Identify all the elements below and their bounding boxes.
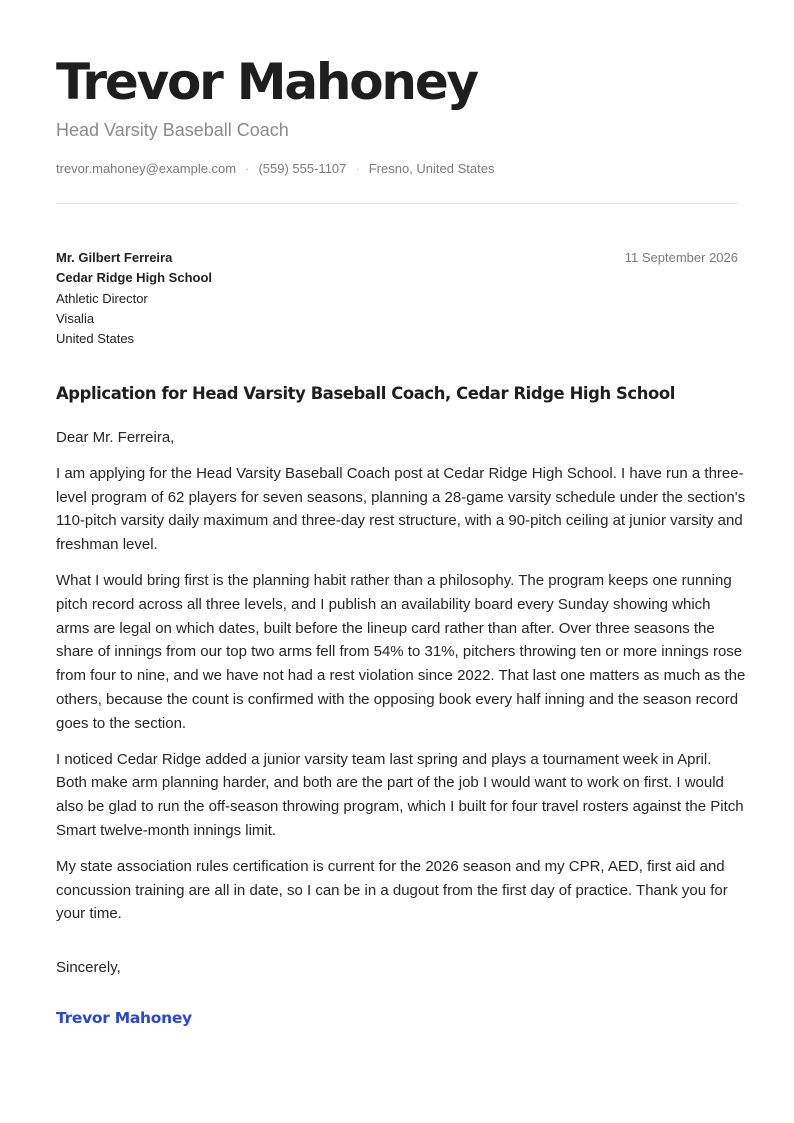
- contact-line: [56, 161, 494, 177]
- body-paragraph: My state association rules certification is current for the 2026 season and my CPR, AED, first aid and concussion training are all in date, so I can be in a dugout from the first day of practice. Thank you for your time.: [56, 857, 728, 923]
- recipient-block: [56, 248, 212, 349]
- signature-name: Trevor Mahoney: [56, 1009, 192, 1027]
- recipient-city: Visalia: [56, 310, 95, 326]
- applicant-title: Head Varsity Baseball Coach: [56, 120, 289, 140]
- closing: Sincerely,: [56, 959, 121, 976]
- contact-separator: ·: [355, 161, 360, 176]
- letter-date: 11 September 2026: [624, 250, 738, 265]
- contact-phone: (559) 555-1107: [258, 161, 347, 176]
- recipient-role: Athletic Director: [56, 290, 148, 306]
- applicant-name: Trevor Mahoney: [56, 53, 477, 111]
- header-divider: [56, 203, 738, 204]
- contact-email: trevor.mahoney@example.com: [56, 161, 237, 176]
- letter-subject: Application for Head Varsity Baseball Coach, Cedar Ridge High School: [56, 384, 675, 403]
- salutation: Dear Mr. Ferreira,: [56, 429, 175, 446]
- recipient-organization: Cedar Ridge High School: [56, 270, 213, 286]
- recipient-name: Mr. Gilbert Ferreira: [56, 250, 173, 265]
- contact-location: Fresno, United States: [368, 161, 495, 176]
- recipient-country: United States: [56, 331, 135, 347]
- letter-body: [56, 426, 746, 938]
- body-paragraph: I am applying for the Head Varsity Baseball Coach post at Cedar Ridge High School. I have run a three-level program of 62 players for seven seasons, planning a 28-game varsity schedule under the section's 110-pitch varsity daily maximum and three-day rest structure, with a 90-pitch ceiling at junior varsity and freshman level.: [56, 464, 746, 554]
- body-paragraph: What I would bring first is the planning habit rather than a philosophy. The program keeps one running pitch record across all three levels, and I publish an availability board every Sunday showing which arms are legal on which dates, built before the lineup card rather than after. Over three seasons the share of innings from our top two arms fell from 54% to 31%, pitchers throwing ten or more innings rose from four to nine, and we have not had a rest violation since 2022. That last one matters as much as the others, because the count is confirmed with the opposing book every half inning and the season record goes to the section.: [56, 571, 746, 732]
- contact-separator: ·: [245, 161, 250, 176]
- body-paragraph: I noticed Cedar Ridge added a junior varsity team last spring and plays a tournament week in April. Both make arm planning harder, and both are the part of the job I would want to work on first. I would also be glad to run the off-season throwing program, which I built for four travel rosters against the Pitch Smart twelve-month innings limit.: [56, 750, 744, 839]
